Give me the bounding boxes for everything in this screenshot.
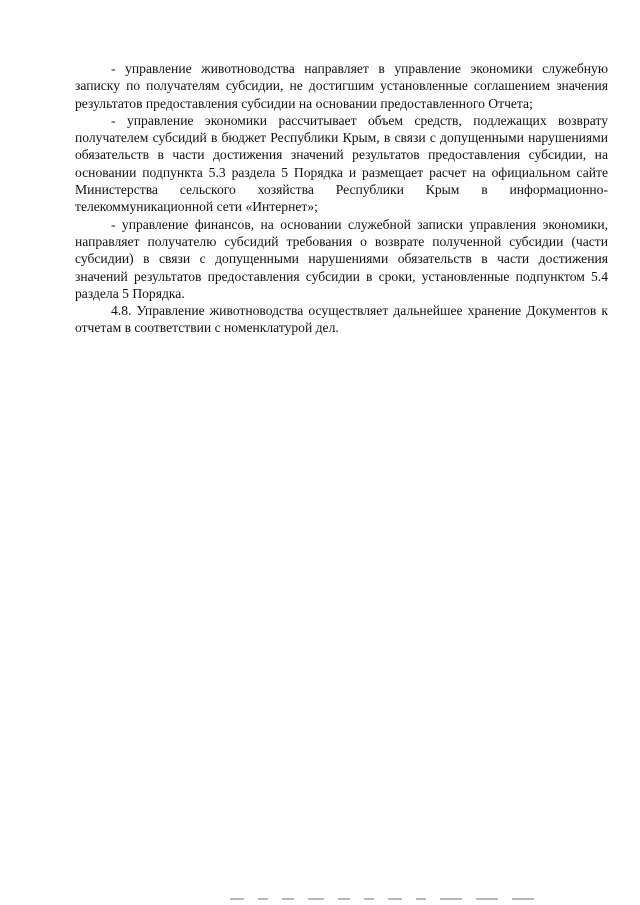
- paragraph-finance-requirement: - управление финансов, на основании служебной записки управления экономики, направляет получателю субсидий требования о возврате полученной субсидии (части субсидии) в связи с допущенными нарушениями обязательств в части достижения значений результатов предоставления субсидии в сроки, установленные подпунктом 5.4 раздела 5 Порядка.: [75, 216, 608, 301]
- paragraph-livestock-memo: - управление животноводства направляет в управление экономики служебную записку по получателям субсидии, не достигшим установленные соглашением значения результатов предоставления субсидии на основании предоставленного Отчета;: [75, 61, 608, 111]
- paragraph-economics-calculation: - управление экономики рассчитывает объем средств, подлежащих возврату получателем субсидий в бюджет Республики Крым, в связи с допущенными нарушениями обязательств в части достижения значений результатов предоставления субсидии, на основании подпункта 5.3 раздела 5 Порядка и размещает расчет на официальном сайте Министерства сельского хозяйства Республики Крым в информационно-телекоммуникационной сети «Интернет»;: [75, 112, 608, 215]
- document-page: [75, 60, 608, 337]
- paragraph-4-8-storage: 4.8. Управление животноводства осуществляет дальнейшее хранение Документов к отчетам в соответствии с номенклатурой дел.: [75, 303, 608, 336]
- scan-artifact-marks: [230, 896, 610, 902]
